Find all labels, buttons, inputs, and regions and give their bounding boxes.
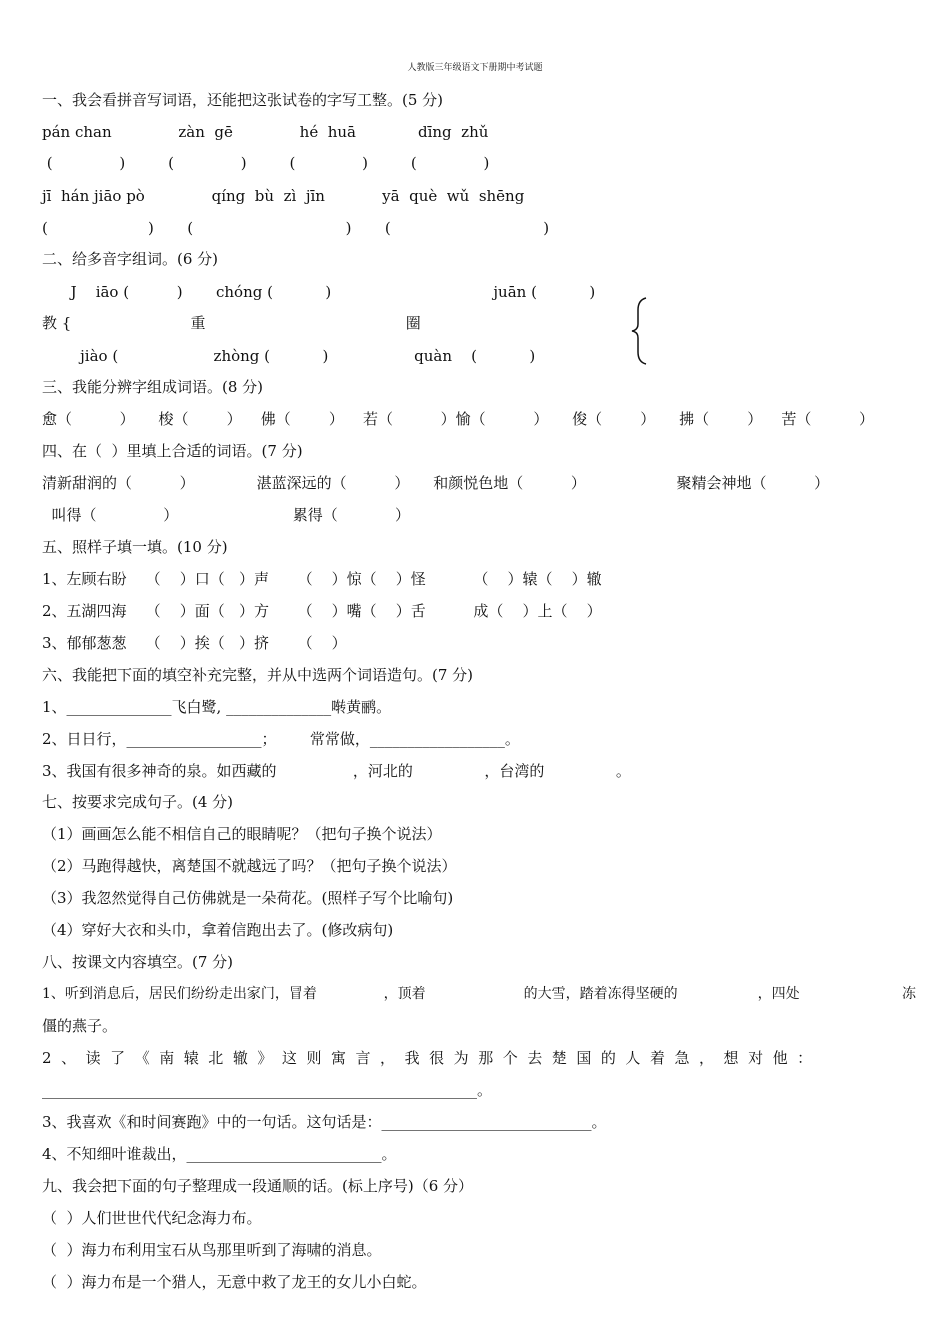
char-word-row: 愈（ ） 梭（ ） 佛（ ） 若（ ）愉（ ） 俊（ ） 拂（ ） 苦（ ） xyxy=(42,410,875,428)
order-item-3: （ ）海力布是一个猎人，无意中救了龙王的女儿小白蛇。 xyxy=(42,1273,427,1291)
text-fill-1a: 1、听到消息后，居民们纷纷走出家门，冒着 ，顶着 的大雪，踏着冻得坚硬的 ，四处 冻 xyxy=(42,986,917,1002)
section-5-heading: 五、照样子填一填。(10 分) xyxy=(42,538,228,556)
pinyin-row-2: jī hán jiāo pò qíng bù zì jīn yā què wǔ shēng xyxy=(42,187,525,205)
text-fill-4: 4、不知细叶谁裁出，__________________________。 xyxy=(42,1145,397,1163)
section-8-heading: 八、按课文内容填空。(7 分) xyxy=(42,953,234,971)
poem-fill-row: 1、______________飞白鹭, ______________啭黄鹂。 xyxy=(42,698,392,716)
saying-fill-row: 2、日日行，__________________； 常常做，__________________。 xyxy=(42,730,520,748)
pinyin-row-1: pán chan zàn gē hé huā dīng zhǔ xyxy=(42,123,489,141)
text-fill-3: 3、我喜欢《和时间赛跑》中的一句话。这句话是：____________________________。 xyxy=(42,1113,607,1131)
section-1-heading: 一、我会看拼音写词语，还能把这张试卷的字写工整。(5 分) xyxy=(42,91,444,109)
section-4-heading: 四、在（ ）里填上合适的词语。(7 分) xyxy=(42,442,303,460)
text-fill-2b: __________________________________________________________。 xyxy=(42,1081,493,1099)
pattern-row-1: 1、左顾右盼 （ ）口（ ）声 （ ）惊（ ）怪 （ ）辕（ ）辙 xyxy=(42,570,602,588)
section-7-heading: 七、按要求完成句子。(4 分) xyxy=(42,793,234,811)
sentence-task-2: （2）马跑得越快，离楚国不就越远了吗？（把句子换个说法） xyxy=(42,857,457,875)
fill-word-row-2: 叫得（ ） 累得（ ） xyxy=(42,506,410,524)
text-fill-2a: 2 、 读 了 《 南 辕 北 辙 》 这 则 寓 言 ， 我 很 为 那 个 去 楚 国 的 人 着 急 ， 想 对 他 ： xyxy=(42,1049,813,1067)
order-item-1: （ ）人们世世代代纪念海力布。 xyxy=(42,1209,262,1227)
pattern-row-3: 3、郁郁葱葱 （ ）挨（ ）挤 （ ） xyxy=(42,634,347,652)
sentence-task-1: （1）画画怎么能不相信自己的眼睛呢？（把句子换个说法） xyxy=(42,825,442,843)
polyphone-row-1: J iāo ( ) chóng ( ) juān ( ) xyxy=(42,283,596,301)
pattern-row-2: 2、五湖四海 （ ）面（ ）方 （ ）嘴（ ）舌 成（ ）上（ ） xyxy=(42,602,602,620)
fill-word-row-1: 清新甜润的（ ） 湛蓝深远的（ ） 和颜悦色地（ ） 聚精会神地（ ） xyxy=(42,474,830,492)
section-2-heading: 二、给多音字组词。(6 分) xyxy=(42,250,219,268)
polyphone-row-2: 教 { 重 圈 xyxy=(42,314,421,332)
sentence-task-4: （4）穿好大衣和头巾，拿着信跑出去了。(修改病句) xyxy=(42,921,394,939)
page-title: 人教版三年级语文下册期中考试题 xyxy=(407,63,543,73)
order-item-2: （ ）海力布利用宝石从鸟那里听到了海啸的消息。 xyxy=(42,1241,382,1259)
spring-fill-row: 3、我国有很多神奇的泉。如西藏的 ，河北的 ，台湾的 。 xyxy=(42,762,631,780)
section-9-heading: 九、我会把下面的句子整理成一段通顺的话。(标上序号)（6 分） xyxy=(42,1177,474,1195)
sentence-task-3: （3）我忽然觉得自己仿佛就是一朵荷花。(照样子写个比喻句) xyxy=(42,889,454,907)
blank-row-1: ( ) ( ) ( ) ( ) xyxy=(42,154,490,172)
section-6-heading: 六、我能把下面的填空补充完整，并从中选两个词语造句。(7 分) xyxy=(42,666,474,684)
text-fill-1b: 僵的燕子。 xyxy=(42,1017,118,1035)
polyphone-row-3: jiào ( zhòng ( ) quàn ( ) xyxy=(42,347,536,365)
section-3-heading: 三、我能分辨字组成词语。(8 分) xyxy=(42,378,264,396)
curly-brace-icon xyxy=(630,296,650,366)
blank-row-2: ( ) ( ) ( ) xyxy=(42,219,550,237)
